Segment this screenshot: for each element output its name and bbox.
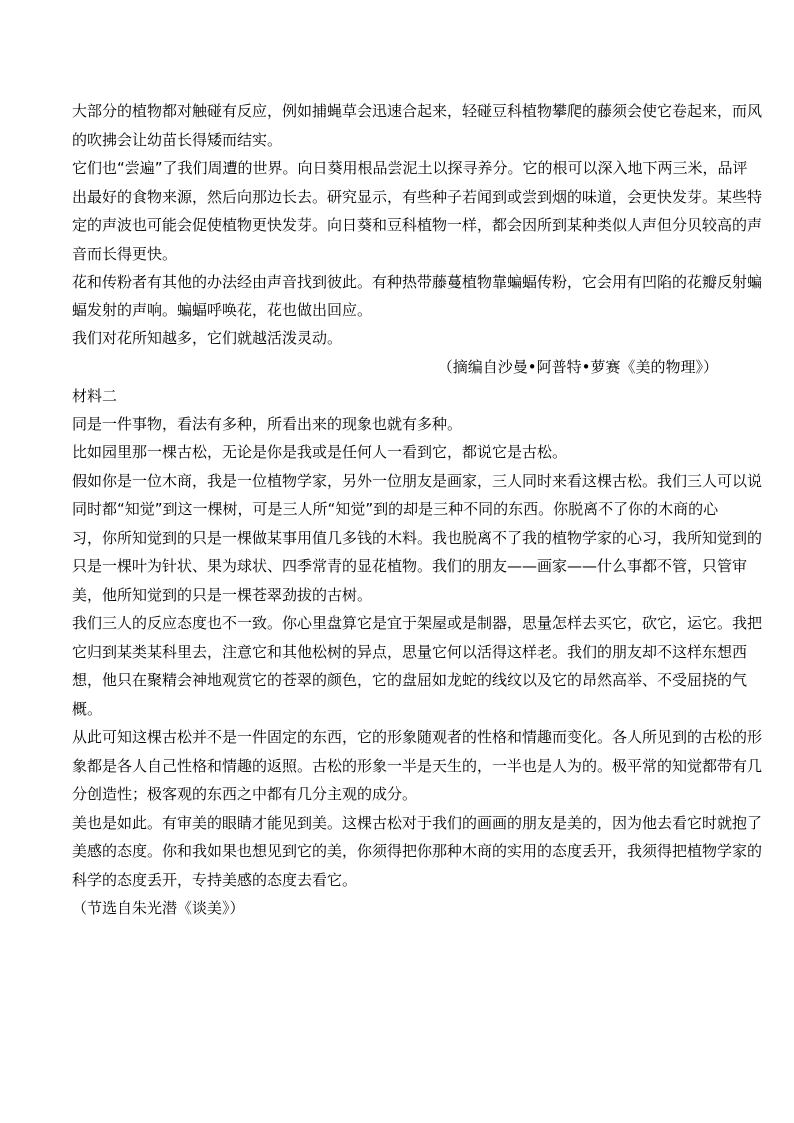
text-line: 美，他所知觉到的只是一棵苍翠劲拔的古树。 xyxy=(72,586,373,604)
text-line: 大部分的植物都对触碰有反应，例如捕蝇草会迅速合起来，轻碰豆科植物攀爬的藤须会使它卷起来，而风 xyxy=(72,102,763,120)
text-line: 出最好的食物来源，然后向那边长去。研究显示，有些种子若闻到或尝到烟的味道，会更快发芽。某些特 xyxy=(72,188,763,206)
text-line: 我们对花所知越多，它们就越活泼灵动。 xyxy=(72,329,343,347)
text-line: 科学的态度丢开，专持美感的态度去看它。 xyxy=(72,871,358,889)
text-line: 同是一件事物，看法有多种，所看出来的现象也就有多种。 xyxy=(72,415,463,433)
text-line: 花和传粉者有其他的办法经由声音找到彼此。有种热带藤蔓植物靠蝙蝠传粉，它会用有凹陷的花瓣反射蝙 xyxy=(72,273,763,291)
text-line: 比如园里那一棵古松，无论是你是我或是任何人一看到它，都说它是古松。 xyxy=(72,443,568,461)
text-line: 想，他只在聚精会神地观赏它的苍翠的颜色，它的盘屈如龙蛇的线纹以及它的昂然高举、不受屈挠的气 xyxy=(72,671,748,689)
text-line: 它们也“尝遍”了我们周遭的世界。向日葵用根品尝泥土以探寻养分。它的根可以深入地下两三米，品评 xyxy=(72,159,748,177)
text-line: 分创造性；极客观的东西之中都有几分主观的成分。 xyxy=(72,785,418,803)
text-line: 音而长得更快。 xyxy=(72,245,178,263)
text-line: 同时都“知觉”到这一棵树，可是三人所“知觉”到的却是三种不同的东西。你脱离不了你的木商的心 xyxy=(72,500,719,518)
source-citation: （节选自朱光潜《谈美》） xyxy=(72,899,245,917)
text-line: 它归到某类某科里去，注意它和其他松树的异点，思量它何以活得这样老。我们的朋友却不这样东想西 xyxy=(72,643,748,661)
text-line: 定的声波也可能会促使植物更快发芽。向日葵和豆科植物一样，都会因所到某种类似人声但分贝较高的声 xyxy=(72,216,763,234)
section-heading: 材料二 xyxy=(72,387,118,405)
text-line: 只是一棵叶为针状、果为球状、四季常青的显花植物。我们的朋友——画家——什么事都不管，只管审 xyxy=(72,557,748,575)
text-line: 假如你是一位木商，我是一位植物学家，另外一位朋友是画家，三人同时来看这棵古松。我们三人可以说 xyxy=(72,472,763,490)
text-line: 的吹拂会让幼苗长得矮而结实。 xyxy=(72,131,283,149)
text-line: 习，你所知觉到的只是一棵做某事用值几多钱的木料。我也脱离不了我的植物学家的心习，我所知觉到的 xyxy=(72,529,763,547)
text-line: 美也是如此。有审美的眼睛才能见到美。这棵古松对于我们的画画的朋友是美的，因为他去看它时就抱了 xyxy=(72,814,763,832)
text-line: 从此可知这棵古松并不是一件固定的东西，它的形象随观者的性格和情趣而变化。各人所见到的古松的形 xyxy=(72,728,763,746)
text-line: 我们三人的反应态度也不一致。你心里盘算它是宜于架屋或是制器，思量怎样去买它，砍它，运它。我把 xyxy=(72,614,763,632)
text-line: 蝠发射的声响。蝙蝠呼唤花，花也做出回应。 xyxy=(72,301,373,319)
source-citation: （摘编自沙曼•阿普特•萝赛《美的物理》） xyxy=(437,358,718,376)
text-line: 美感的态度。你和我如果也想见到它的美，你须得把你那种木商的实用的态度丢开，我须得把植物学家的 xyxy=(72,842,763,860)
text-line: 概。 xyxy=(72,700,103,718)
text-line: 象都是各人自己性格和情趣的返照。古松的形象一半是天生的，一半也是人为的。极平常的知觉都带有几 xyxy=(72,757,763,775)
